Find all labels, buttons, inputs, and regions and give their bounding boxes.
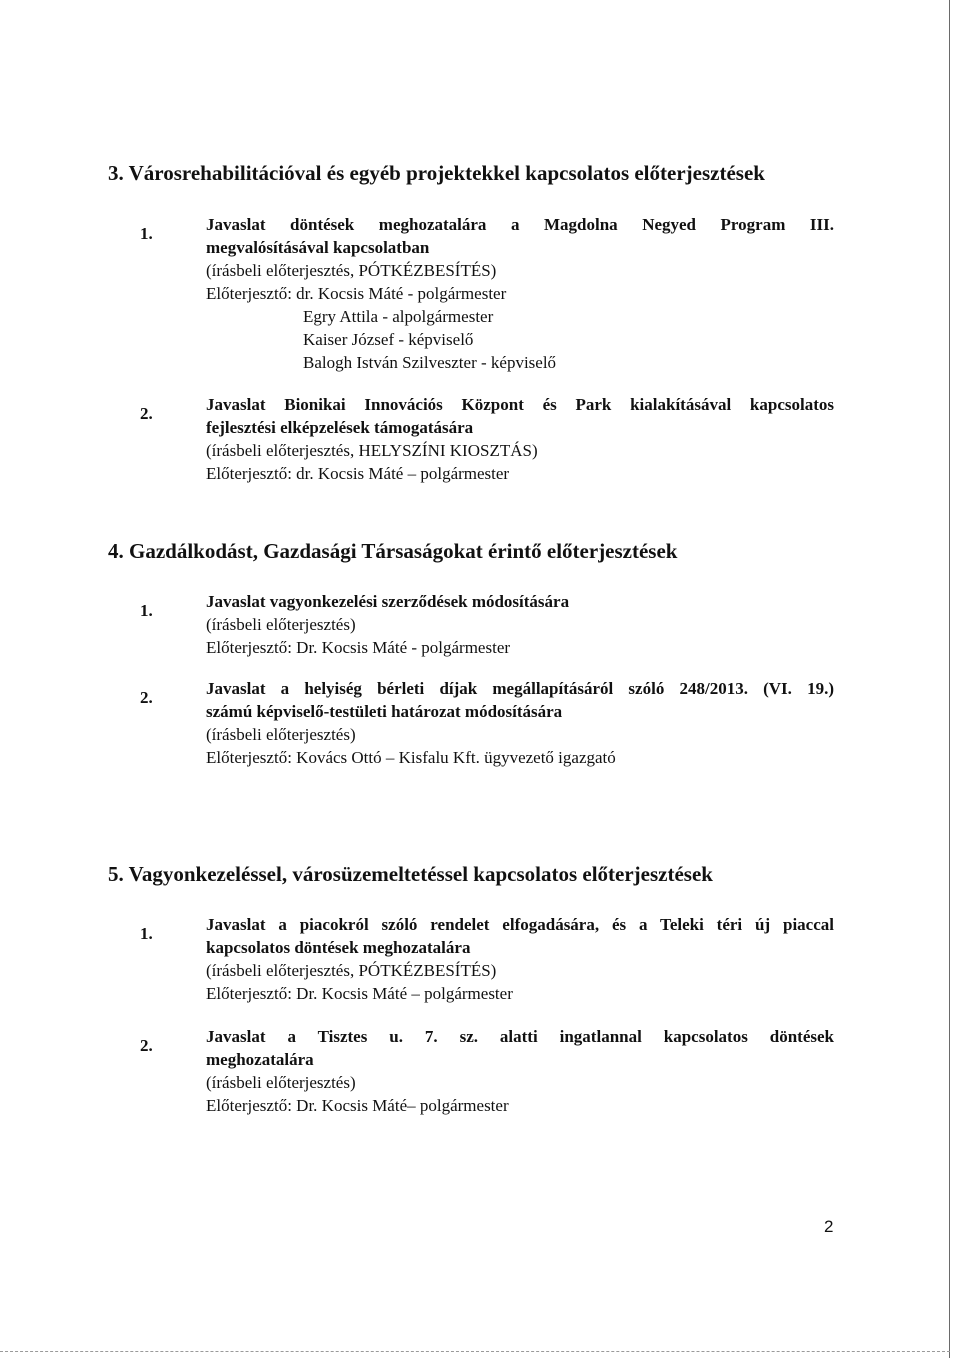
item-number: 2. <box>140 1036 153 1055</box>
item-body <box>206 590 834 659</box>
item-presenter: Előterjesztő: dr. Kocsis Máté – polgármester <box>206 464 510 483</box>
item-body <box>206 913 834 1005</box>
item-title-line: Javaslat Bionikai Innovációs Központ és Park kialakításával kapcsolatos <box>206 395 834 414</box>
item-note: (írásbeli előterjesztés) <box>206 725 356 744</box>
item-presenter: Előterjesztő: Kovács Ottó – Kisfalu Kft. ügyvezető igazgató <box>206 748 616 767</box>
item-note: (írásbeli előterjesztés, PÓTKÉZBESÍTÉS) <box>206 961 497 980</box>
item-title-line: fejlesztési elképzelések támogatására <box>206 418 474 437</box>
item-extra-presenter: Kaiser József - képviselő <box>303 330 474 349</box>
item-note: (írásbeli előterjesztés, PÓTKÉZBESÍTÉS) <box>206 261 497 280</box>
section-title-3: 3. Városrehabilitációval és egyéb projektekkel kapcsolatos előterjesztések <box>108 161 765 185</box>
item-presenter: Előterjesztő: Dr. Kocsis Máté - polgármester <box>206 638 511 657</box>
item-note: (írásbeli előterjesztés, HELYSZÍNI KIOSZTÁS) <box>206 441 538 460</box>
item-number: 1. <box>140 924 153 943</box>
item-note: (írásbeli előterjesztés) <box>206 1073 356 1092</box>
scan-edge-line <box>949 0 950 1358</box>
item-number: 1. <box>140 224 153 243</box>
item-presenter: Előterjesztő: Dr. Kocsis Máté – polgármester <box>206 984 513 1003</box>
page-number: 2 <box>824 1217 834 1236</box>
item-body <box>206 1025 834 1117</box>
item-presenter: Előterjesztő: Dr. Kocsis Máté– polgármester <box>206 1096 509 1115</box>
section-title-4: 4. Gazdálkodást, Gazdasági Társaságokat érintő előterjesztések <box>108 539 678 563</box>
item-body <box>206 677 834 769</box>
item-title-line: Javaslat vagyonkezelési szerződések módosítására <box>206 592 570 611</box>
item-number: 1. <box>140 601 153 620</box>
item-title-line: számú képviselő-testületi határozat módosítására <box>206 702 563 721</box>
item-title-line: kapcsolatos döntések meghozatalára <box>206 938 471 957</box>
item-extra-presenter: Balogh István Szilveszter - képviselő <box>303 353 557 372</box>
item-note: (írásbeli előterjesztés) <box>206 615 356 634</box>
item-presenter: Előterjesztő: dr. Kocsis Máté - polgármester <box>206 284 507 303</box>
item-body <box>206 393 834 485</box>
item-extra-presenter: Egry Attila - alpolgármester <box>303 307 494 326</box>
item-title-line: meghozatalára <box>206 1050 314 1069</box>
item-title-line: Javaslat döntések meghozatalára a Magdolna Negyed Program III. <box>206 215 834 234</box>
item-title-line: megvalósításával kapcsolatban <box>206 238 430 257</box>
section-title-5: 5. Vagyonkezeléssel, városüzemeltetéssel kapcsolatos előterjesztések <box>108 862 713 886</box>
item-number: 2. <box>140 404 153 423</box>
scan-bottom-line <box>0 1351 950 1352</box>
item-body <box>206 213 834 374</box>
item-title-line: Javaslat a Tisztes u. 7. sz. alatti ingatlannal kapcsolatos döntések <box>206 1027 834 1046</box>
item-title-line: Javaslat a helyiség bérleti díjak megállapításáról szóló 248/2013. (VI. 19.) <box>206 679 834 698</box>
item-number: 2. <box>140 688 153 707</box>
item-title-line: Javaslat a piacokról szóló rendelet elfogadására, és a Teleki téri új piaccal <box>206 915 834 934</box>
